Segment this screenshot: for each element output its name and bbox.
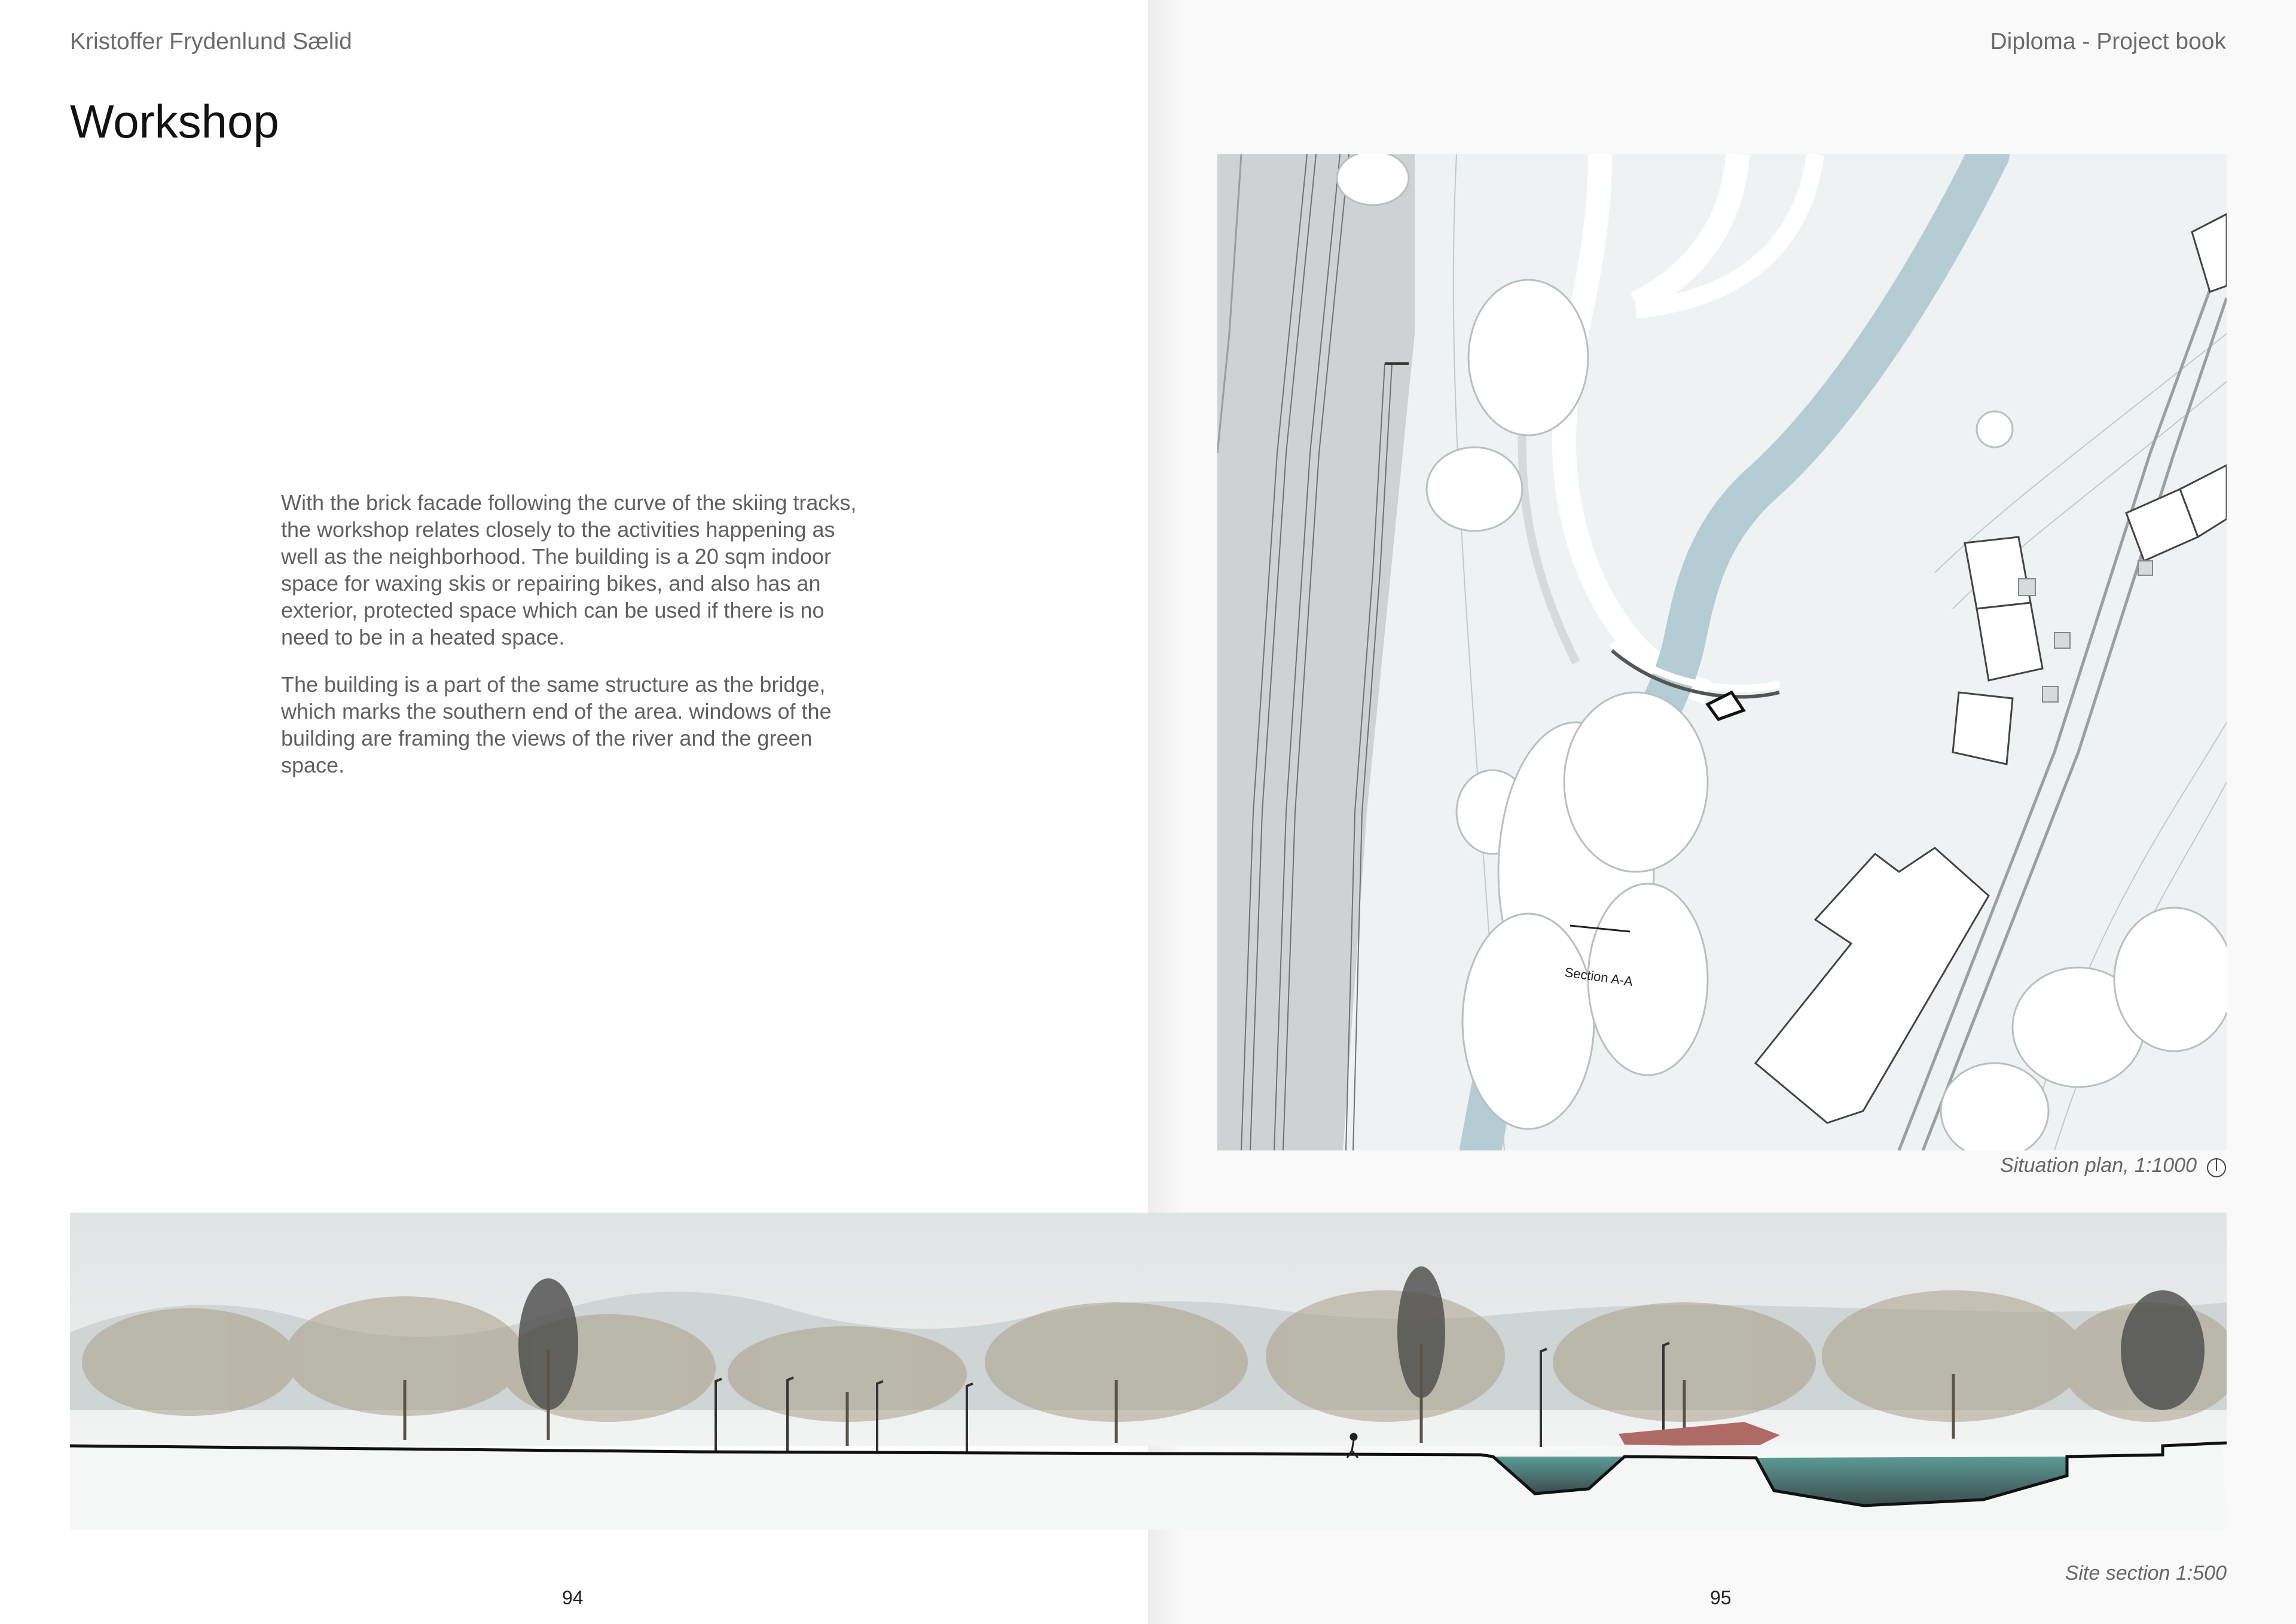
plan-caption: Situation plan, 1:1000 xyxy=(2000,1154,2197,1177)
section-caption: Site section 1:500 xyxy=(2065,1562,2227,1585)
page-number-right: 95 xyxy=(1710,1587,1732,1608)
body-text xyxy=(281,489,867,799)
page-title: Workshop xyxy=(70,95,279,148)
section-marker-label: Section A-A xyxy=(1564,964,1634,989)
situation-plan-image xyxy=(1217,154,2227,1150)
running-head-book-title: Diploma - Project book xyxy=(1990,29,2226,54)
site-section-image xyxy=(70,1213,2227,1530)
body-paragraph: With the brick facade following the curve of the skiing tracks, the workshop relates closely to the activities happening as well as the neighborhood. The building is a 20 sqm indoor space for waxing skis or repairing bikes, and also has an exterior, protected space which can be used if there is no need to be in a heated space. xyxy=(281,490,857,649)
north-arrow-icon xyxy=(2206,1158,2227,1178)
page-number-left: 94 xyxy=(562,1587,584,1608)
running-head-author: Kristoffer Frydenlund Sælid xyxy=(70,29,352,54)
body-paragraph: The building is a part of the same structure as the bridge, which marks the southern end of the area. windows of the building are framing the views of the river and the green space. xyxy=(281,672,832,777)
